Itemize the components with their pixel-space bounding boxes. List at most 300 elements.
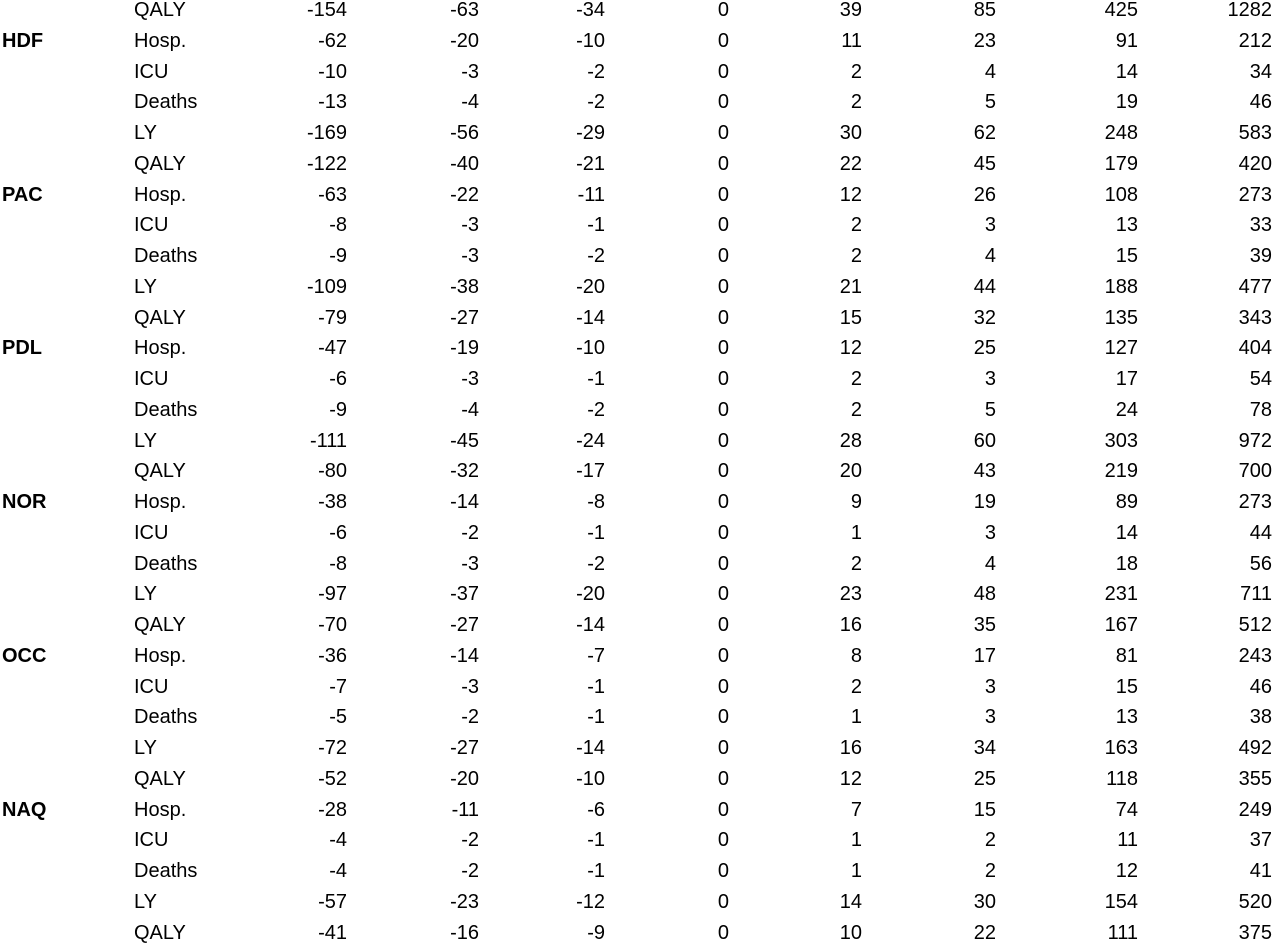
value-cell: -27: [369, 610, 479, 641]
value-cell: 375: [1162, 918, 1272, 948]
metric-label: ICU: [134, 210, 168, 241]
value-cell: 0: [619, 272, 729, 303]
metric-label: Hosp.: [134, 641, 186, 672]
table-row: [0, 518, 1280, 549]
value-cell: -12: [495, 887, 605, 918]
value-cell: 33: [1162, 210, 1272, 241]
value-cell: -4: [237, 825, 347, 856]
value-cell: -7: [237, 672, 347, 703]
value-cell: 19: [886, 487, 996, 518]
value-cell: 0: [619, 487, 729, 518]
value-cell: -3: [369, 549, 479, 580]
table-row: [0, 764, 1280, 795]
value-cell: -52: [237, 764, 347, 795]
value-cell: -4: [369, 395, 479, 426]
value-cell: 54: [1162, 364, 1272, 395]
value-cell: -38: [237, 487, 347, 518]
value-cell: 23: [886, 26, 996, 57]
value-cell: 243: [1162, 641, 1272, 672]
value-cell: 24: [1028, 395, 1138, 426]
value-cell: 0: [619, 87, 729, 118]
value-cell: 273: [1162, 487, 1272, 518]
value-cell: 303: [1028, 426, 1138, 457]
value-cell: 711: [1162, 579, 1272, 610]
metric-label: QALY: [134, 149, 186, 180]
value-cell: 972: [1162, 426, 1272, 457]
value-cell: -63: [369, 0, 479, 26]
value-cell: -56: [369, 118, 479, 149]
value-cell: -97: [237, 579, 347, 610]
region-label: PAC: [2, 180, 43, 211]
value-cell: -9: [237, 395, 347, 426]
value-cell: -154: [237, 0, 347, 26]
table-row: [0, 456, 1280, 487]
value-cell: 0: [619, 426, 729, 457]
table-row: [0, 272, 1280, 303]
value-cell: 127: [1028, 333, 1138, 364]
value-cell: 2: [752, 395, 862, 426]
metric-label: QALY: [134, 456, 186, 487]
value-cell: -24: [495, 426, 605, 457]
table-row: [0, 672, 1280, 703]
value-cell: 5: [886, 395, 996, 426]
metric-label: Deaths: [134, 87, 197, 118]
value-cell: 19: [1028, 87, 1138, 118]
value-cell: -169: [237, 118, 347, 149]
value-cell: 25: [886, 764, 996, 795]
metric-label: Hosp.: [134, 26, 186, 57]
value-cell: -1: [495, 672, 605, 703]
value-cell: 4: [886, 549, 996, 580]
value-cell: 17: [886, 641, 996, 672]
region-label: NOR: [2, 487, 46, 518]
value-cell: -79: [237, 303, 347, 334]
value-cell: -10: [237, 57, 347, 88]
value-cell: 22: [752, 149, 862, 180]
value-cell: 2: [752, 57, 862, 88]
value-cell: -8: [237, 549, 347, 580]
value-cell: 41: [1162, 856, 1272, 887]
value-cell: 14: [1028, 518, 1138, 549]
value-cell: -122: [237, 149, 347, 180]
value-cell: 1: [752, 702, 862, 733]
value-cell: -10: [495, 26, 605, 57]
value-cell: 111: [1028, 918, 1138, 948]
metric-label: Deaths: [134, 395, 197, 426]
metric-label: ICU: [134, 672, 168, 703]
value-cell: -2: [369, 702, 479, 733]
value-cell: -1: [495, 364, 605, 395]
value-cell: -28: [237, 795, 347, 826]
value-cell: 163: [1028, 733, 1138, 764]
value-cell: 154: [1028, 887, 1138, 918]
value-cell: 21: [752, 272, 862, 303]
value-cell: -11: [495, 180, 605, 211]
value-cell: -27: [369, 303, 479, 334]
value-cell: -6: [237, 518, 347, 549]
value-cell: -62: [237, 26, 347, 57]
table-row: [0, 426, 1280, 457]
value-cell: 46: [1162, 87, 1272, 118]
value-cell: 0: [619, 549, 729, 580]
value-cell: 11: [752, 26, 862, 57]
value-cell: 89: [1028, 487, 1138, 518]
value-cell: -3: [369, 672, 479, 703]
table-row: [0, 487, 1280, 518]
value-cell: 4: [886, 241, 996, 272]
value-cell: 492: [1162, 733, 1272, 764]
value-cell: -2: [495, 241, 605, 272]
value-cell: 15: [1028, 672, 1138, 703]
value-cell: 85: [886, 0, 996, 26]
value-cell: 135: [1028, 303, 1138, 334]
value-cell: 3: [886, 364, 996, 395]
value-cell: 512: [1162, 610, 1272, 641]
value-cell: 118: [1028, 764, 1138, 795]
value-cell: 7: [752, 795, 862, 826]
value-cell: 179: [1028, 149, 1138, 180]
value-cell: 13: [1028, 210, 1138, 241]
value-cell: 30: [752, 118, 862, 149]
value-cell: 30: [886, 887, 996, 918]
value-cell: 477: [1162, 272, 1272, 303]
value-cell: -72: [237, 733, 347, 764]
value-cell: 0: [619, 0, 729, 26]
value-cell: 404: [1162, 333, 1272, 364]
value-cell: 700: [1162, 456, 1272, 487]
metric-label: Deaths: [134, 549, 197, 580]
value-cell: -10: [495, 764, 605, 795]
metric-label: QALY: [134, 0, 186, 26]
value-cell: 0: [619, 918, 729, 948]
value-cell: -20: [369, 764, 479, 795]
metric-label: ICU: [134, 518, 168, 549]
value-cell: 1282: [1162, 0, 1272, 26]
value-cell: 0: [619, 26, 729, 57]
value-cell: -5: [237, 702, 347, 733]
table-row: [0, 856, 1280, 887]
value-cell: 231: [1028, 579, 1138, 610]
value-cell: 18: [1028, 549, 1138, 580]
value-cell: 8: [752, 641, 862, 672]
table-row: [0, 210, 1280, 241]
value-cell: 15: [752, 303, 862, 334]
value-cell: 34: [1162, 57, 1272, 88]
value-cell: -22: [369, 180, 479, 211]
value-cell: 3: [886, 518, 996, 549]
value-cell: 212: [1162, 26, 1272, 57]
value-cell: -27: [369, 733, 479, 764]
table-row: [0, 303, 1280, 334]
metric-label: Deaths: [134, 702, 197, 733]
value-cell: -17: [495, 456, 605, 487]
table-row: [0, 0, 1280, 26]
value-cell: -32: [369, 456, 479, 487]
value-cell: -4: [237, 856, 347, 887]
value-cell: -1: [495, 856, 605, 887]
value-cell: 74: [1028, 795, 1138, 826]
value-cell: -2: [495, 57, 605, 88]
value-cell: 39: [1162, 241, 1272, 272]
value-cell: 45: [886, 149, 996, 180]
value-cell: -80: [237, 456, 347, 487]
metric-label: LY: [134, 579, 157, 610]
value-cell: 248: [1028, 118, 1138, 149]
table-row: [0, 364, 1280, 395]
value-cell: 0: [619, 579, 729, 610]
metric-label: ICU: [134, 364, 168, 395]
value-cell: 44: [886, 272, 996, 303]
region-label: PDL: [2, 333, 42, 364]
value-cell: 2: [752, 210, 862, 241]
value-cell: 0: [619, 118, 729, 149]
value-cell: -20: [495, 272, 605, 303]
value-cell: 343: [1162, 303, 1272, 334]
value-cell: -2: [495, 395, 605, 426]
value-cell: 2: [886, 825, 996, 856]
value-cell: -45: [369, 426, 479, 457]
value-cell: 0: [619, 241, 729, 272]
value-cell: -63: [237, 180, 347, 211]
value-cell: 12: [1028, 856, 1138, 887]
value-cell: 23: [752, 579, 862, 610]
value-cell: 0: [619, 180, 729, 211]
value-cell: 11: [1028, 825, 1138, 856]
value-cell: 17: [1028, 364, 1138, 395]
value-cell: 14: [1028, 57, 1138, 88]
value-cell: 0: [619, 303, 729, 334]
value-cell: 0: [619, 456, 729, 487]
value-cell: 1: [752, 518, 862, 549]
value-cell: 420: [1162, 149, 1272, 180]
value-cell: 0: [619, 672, 729, 703]
value-cell: 0: [619, 610, 729, 641]
value-cell: -36: [237, 641, 347, 672]
value-cell: 44: [1162, 518, 1272, 549]
value-cell: 0: [619, 364, 729, 395]
value-cell: -34: [495, 0, 605, 26]
metric-label: ICU: [134, 57, 168, 88]
value-cell: 25: [886, 333, 996, 364]
table-row: [0, 333, 1280, 364]
metric-label: LY: [134, 426, 157, 457]
value-cell: -3: [369, 210, 479, 241]
value-cell: 273: [1162, 180, 1272, 211]
value-cell: 32: [886, 303, 996, 334]
value-cell: -3: [369, 241, 479, 272]
value-cell: 9: [752, 487, 862, 518]
table-row: [0, 702, 1280, 733]
table-row: [0, 180, 1280, 211]
table-row: [0, 241, 1280, 272]
value-cell: -7: [495, 641, 605, 672]
value-cell: 91: [1028, 26, 1138, 57]
table-row: [0, 795, 1280, 826]
region-label: OCC: [2, 641, 46, 672]
value-cell: 14: [752, 887, 862, 918]
value-cell: 2: [752, 241, 862, 272]
value-cell: 5: [886, 87, 996, 118]
value-cell: -19: [369, 333, 479, 364]
table-row: [0, 118, 1280, 149]
value-cell: 219: [1028, 456, 1138, 487]
metric-label: QALY: [134, 610, 186, 641]
value-cell: -57: [237, 887, 347, 918]
value-cell: -41: [237, 918, 347, 948]
metric-label: LY: [134, 733, 157, 764]
value-cell: 0: [619, 395, 729, 426]
value-cell: 0: [619, 702, 729, 733]
value-cell: -38: [369, 272, 479, 303]
value-cell: 62: [886, 118, 996, 149]
value-cell: 43: [886, 456, 996, 487]
value-cell: 3: [886, 210, 996, 241]
value-cell: 0: [619, 825, 729, 856]
metric-label: ICU: [134, 825, 168, 856]
value-cell: -20: [495, 579, 605, 610]
value-cell: 15: [1028, 241, 1138, 272]
value-cell: 3: [886, 672, 996, 703]
value-cell: 167: [1028, 610, 1138, 641]
value-cell: -2: [495, 549, 605, 580]
metric-label: LY: [134, 887, 157, 918]
value-cell: -2: [495, 87, 605, 118]
value-cell: -29: [495, 118, 605, 149]
value-cell: 28: [752, 426, 862, 457]
value-cell: -11: [369, 795, 479, 826]
value-cell: 13: [1028, 702, 1138, 733]
value-cell: 2: [752, 672, 862, 703]
value-cell: 0: [619, 856, 729, 887]
table-row: [0, 610, 1280, 641]
metric-label: LY: [134, 272, 157, 303]
value-cell: 2: [886, 856, 996, 887]
value-cell: -13: [237, 87, 347, 118]
value-cell: 38: [1162, 702, 1272, 733]
table-row: [0, 641, 1280, 672]
value-cell: 46: [1162, 672, 1272, 703]
metric-label: Hosp.: [134, 487, 186, 518]
value-cell: -111: [237, 426, 347, 457]
value-cell: -6: [237, 364, 347, 395]
value-cell: 60: [886, 426, 996, 457]
value-cell: 10: [752, 918, 862, 948]
value-cell: -2: [369, 518, 479, 549]
value-cell: -10: [495, 333, 605, 364]
region-label: HDF: [2, 26, 43, 57]
metric-label: QALY: [134, 918, 186, 948]
value-cell: -6: [495, 795, 605, 826]
value-cell: -3: [369, 57, 479, 88]
table-row: [0, 579, 1280, 610]
value-cell: -2: [369, 856, 479, 887]
value-cell: 12: [752, 333, 862, 364]
value-cell: 0: [619, 887, 729, 918]
table-row: [0, 887, 1280, 918]
value-cell: 12: [752, 764, 862, 795]
region-label: NAQ: [2, 795, 46, 826]
value-cell: -16: [369, 918, 479, 948]
metric-label: Deaths: [134, 241, 197, 272]
value-cell: -8: [237, 210, 347, 241]
value-cell: 0: [619, 518, 729, 549]
value-cell: -2: [369, 825, 479, 856]
table-row: [0, 87, 1280, 118]
value-cell: -37: [369, 579, 479, 610]
value-cell: 0: [619, 210, 729, 241]
value-cell: 1: [752, 856, 862, 887]
value-cell: 0: [619, 641, 729, 672]
value-cell: 0: [619, 795, 729, 826]
value-cell: -47: [237, 333, 347, 364]
table-row: [0, 733, 1280, 764]
value-cell: 20: [752, 456, 862, 487]
value-cell: 39: [752, 0, 862, 26]
value-cell: 108: [1028, 180, 1138, 211]
value-cell: -21: [495, 149, 605, 180]
value-cell: -14: [495, 733, 605, 764]
table-row: [0, 26, 1280, 57]
metric-label: QALY: [134, 764, 186, 795]
value-cell: 16: [752, 610, 862, 641]
value-cell: -70: [237, 610, 347, 641]
value-cell: -9: [237, 241, 347, 272]
metric-label: Deaths: [134, 856, 197, 887]
table-row: [0, 149, 1280, 180]
value-cell: 15: [886, 795, 996, 826]
table-row: [0, 825, 1280, 856]
value-cell: 22: [886, 918, 996, 948]
value-cell: 0: [619, 149, 729, 180]
value-cell: 16: [752, 733, 862, 764]
value-cell: 0: [619, 733, 729, 764]
table-row: [0, 57, 1280, 88]
value-cell: 2: [752, 87, 862, 118]
value-cell: -109: [237, 272, 347, 303]
value-cell: 3: [886, 702, 996, 733]
value-cell: 35: [886, 610, 996, 641]
value-cell: 520: [1162, 887, 1272, 918]
value-cell: -40: [369, 149, 479, 180]
value-cell: 0: [619, 57, 729, 88]
value-cell: 56: [1162, 549, 1272, 580]
value-cell: -1: [495, 825, 605, 856]
value-cell: 12: [752, 180, 862, 211]
value-cell: -14: [369, 641, 479, 672]
value-cell: 2: [752, 364, 862, 395]
value-cell: -3: [369, 364, 479, 395]
value-cell: 81: [1028, 641, 1138, 672]
value-cell: 78: [1162, 395, 1272, 426]
value-cell: 425: [1028, 0, 1138, 26]
value-cell: -4: [369, 87, 479, 118]
value-cell: -1: [495, 702, 605, 733]
metric-label: LY: [134, 118, 157, 149]
value-cell: -23: [369, 887, 479, 918]
value-cell: 48: [886, 579, 996, 610]
value-cell: -1: [495, 210, 605, 241]
value-cell: 355: [1162, 764, 1272, 795]
metric-label: Hosp.: [134, 333, 186, 364]
metric-label: Hosp.: [134, 180, 186, 211]
value-cell: -14: [495, 303, 605, 334]
value-cell: 583: [1162, 118, 1272, 149]
table-row: [0, 395, 1280, 426]
metric-label: QALY: [134, 303, 186, 334]
value-cell: 34: [886, 733, 996, 764]
value-cell: 0: [619, 764, 729, 795]
value-cell: -8: [495, 487, 605, 518]
